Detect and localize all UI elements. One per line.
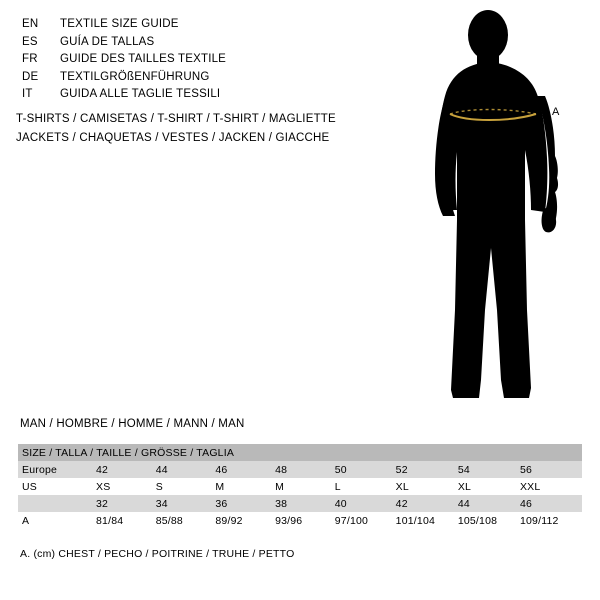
table-section-title: MAN / HOMBRE / HOMME / MANN / MAN bbox=[20, 418, 245, 430]
cell: 52 bbox=[396, 461, 458, 478]
cell: 89/92 bbox=[215, 512, 275, 529]
cell: 109/112 bbox=[520, 512, 582, 529]
table-row bbox=[18, 461, 582, 478]
cell: 42 bbox=[96, 461, 156, 478]
table-row bbox=[18, 495, 582, 512]
language-code: FR bbox=[22, 53, 38, 65]
cell: 40 bbox=[335, 495, 396, 512]
cell: 44 bbox=[156, 461, 216, 478]
cell: L bbox=[335, 478, 396, 495]
language-code: IT bbox=[22, 88, 33, 100]
language-code: EN bbox=[22, 18, 39, 30]
language-title: TEXTILE SIZE GUIDE bbox=[60, 18, 179, 30]
language-row bbox=[22, 69, 422, 87]
cell: 42 bbox=[396, 495, 458, 512]
cell: 44 bbox=[458, 495, 520, 512]
cell: 105/108 bbox=[458, 512, 520, 529]
cell: 32 bbox=[96, 495, 156, 512]
table-header-row bbox=[18, 444, 582, 461]
language-row bbox=[22, 34, 422, 52]
cell: 38 bbox=[275, 495, 335, 512]
size-table bbox=[18, 444, 582, 529]
cell: 48 bbox=[275, 461, 335, 478]
male-silhouette-figure bbox=[405, 10, 590, 405]
cell: M bbox=[275, 478, 335, 495]
cell: 54 bbox=[458, 461, 520, 478]
cell: 85/88 bbox=[156, 512, 216, 529]
language-row bbox=[22, 86, 422, 104]
cell: 97/100 bbox=[335, 512, 396, 529]
cell: XXL bbox=[520, 478, 582, 495]
row-label: Europe bbox=[18, 461, 96, 478]
measure-label-a: A bbox=[552, 106, 560, 118]
language-title: GUÍA DE TALLAS bbox=[60, 35, 155, 48]
language-row bbox=[22, 51, 422, 69]
cell: XL bbox=[396, 478, 458, 495]
language-title: GUIDA ALLE TAGLIE TESSILI bbox=[60, 88, 221, 100]
cell: 56 bbox=[520, 461, 582, 478]
language-row bbox=[22, 16, 422, 34]
row-label bbox=[18, 495, 96, 512]
row-label: A bbox=[18, 512, 96, 529]
cell: 81/84 bbox=[96, 512, 156, 529]
language-code: ES bbox=[22, 35, 38, 48]
cell: 34 bbox=[156, 495, 216, 512]
cell: M bbox=[215, 478, 275, 495]
language-code: DE bbox=[22, 70, 39, 83]
measure-leader-line bbox=[536, 112, 550, 114]
cell: 50 bbox=[335, 461, 396, 478]
category-line-jackets: JACKETS / CHAQUETAS / VESTES / JACKEN / GIACCHE bbox=[16, 132, 330, 144]
cell: 93/96 bbox=[275, 512, 335, 529]
language-header-block bbox=[22, 16, 422, 104]
row-label: US bbox=[18, 478, 96, 495]
language-title: GUIDE DES TAILLES TEXTILE bbox=[60, 53, 227, 65]
cell: 46 bbox=[520, 495, 582, 512]
table-row bbox=[18, 478, 582, 495]
category-line-tshirts: T-SHIRTS / CAMISETAS / T-SHIRT / T-SHIRT / MAGLIETTE bbox=[16, 113, 336, 125]
silhouette-icon bbox=[405, 10, 590, 405]
language-title: TEXTILGRÖßENFÜHRUNG bbox=[60, 70, 210, 83]
cell: S bbox=[156, 478, 216, 495]
table-header-label: SIZE / TALLA / TAILLE / GRÖSSE / TAGLIA bbox=[18, 444, 582, 461]
cell: XL bbox=[458, 478, 520, 495]
cell: 36 bbox=[215, 495, 275, 512]
cell: 101/104 bbox=[396, 512, 458, 529]
table-row bbox=[18, 512, 582, 529]
cell: 46 bbox=[215, 461, 275, 478]
cell: XS bbox=[96, 478, 156, 495]
footnote-chest-measure: A. (cm) CHEST / PECHO / POITRINE / TRUHE / PETTO bbox=[20, 548, 295, 560]
category-block bbox=[16, 110, 436, 148]
